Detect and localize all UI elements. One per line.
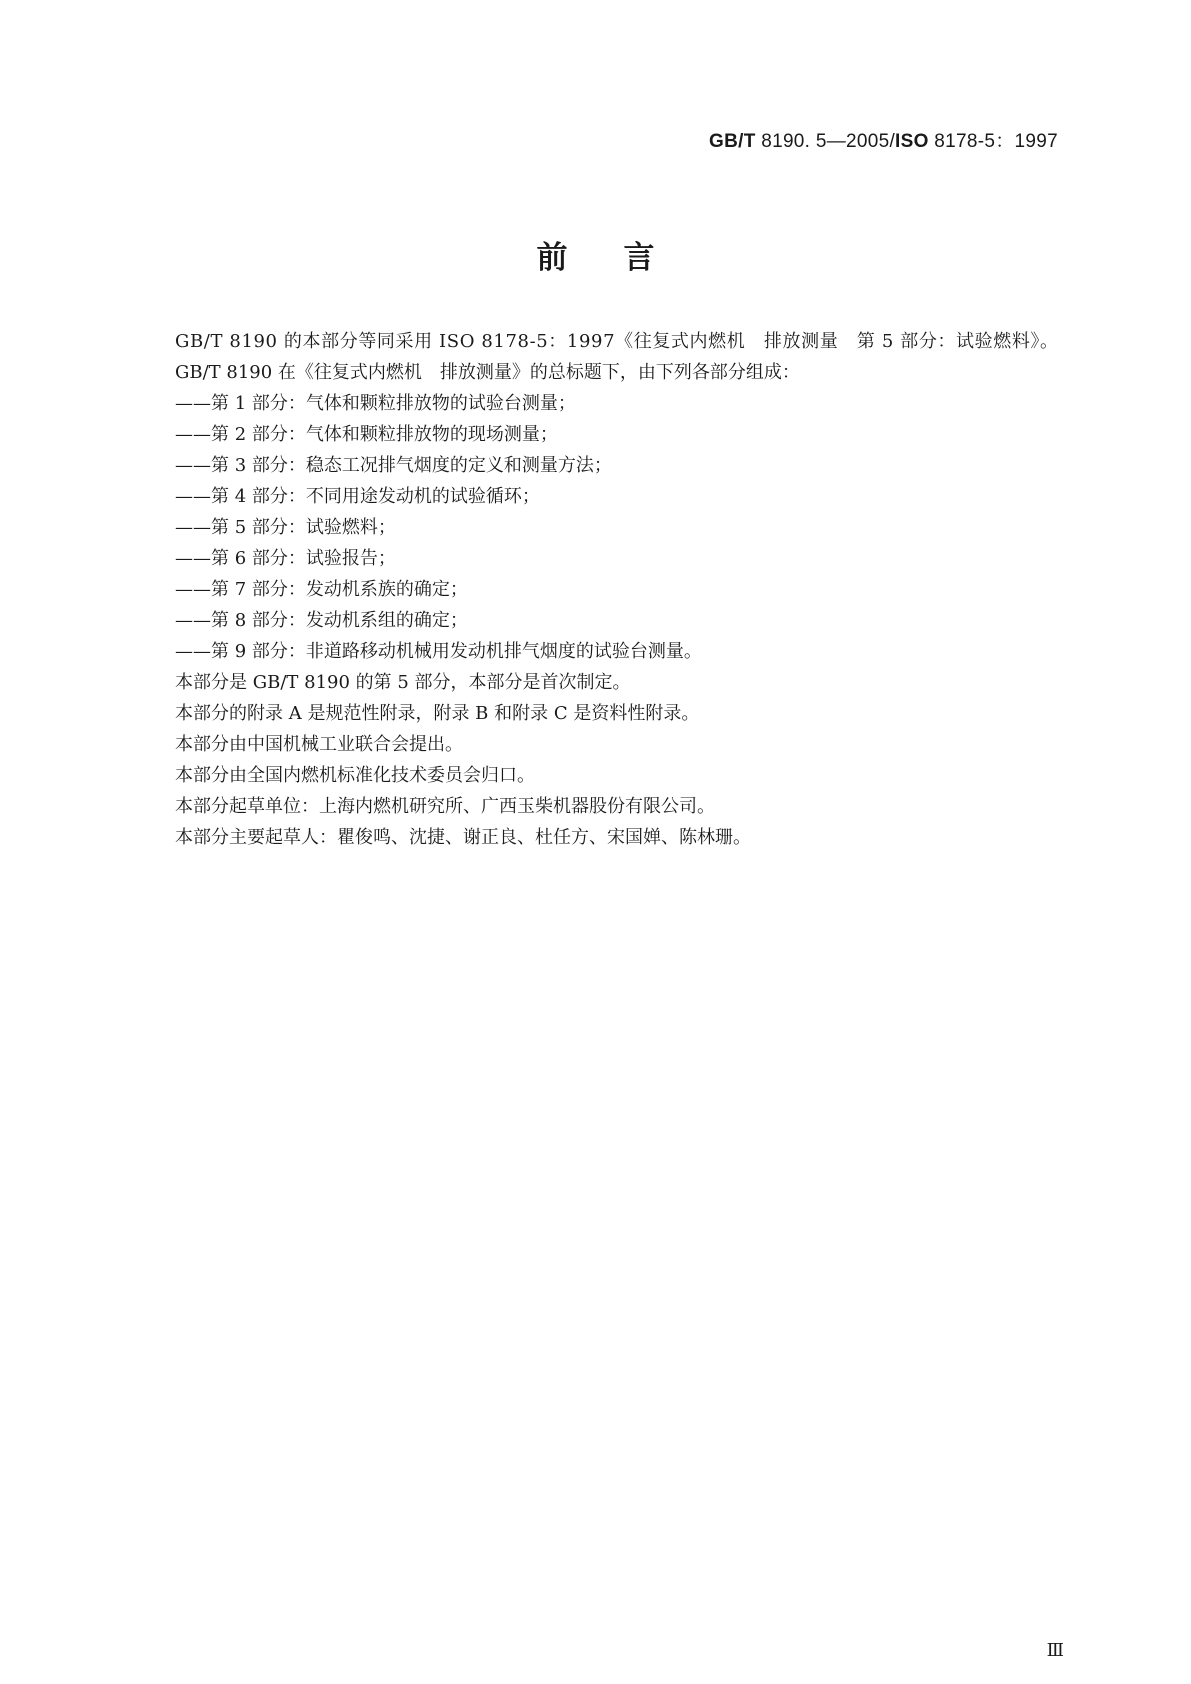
list-item-part-5: ——第 5 部分：试验燃料； xyxy=(175,517,396,538)
list-item-part-6: ——第 6 部分：试验报告； xyxy=(175,548,396,569)
paragraph-series-intro: GB/T 8190 在《往复式内燃机 排放测量》的总标题下，由下列各部分组成： xyxy=(175,362,800,383)
paragraph-part-status: 本部分是 GB/T 8190 的第 5 部分，本部分是首次制定。 xyxy=(175,672,631,693)
gb-prefix: GB/T xyxy=(709,131,756,152)
list-item-part-4: ——第 4 部分：不同用途发动机的试验循环； xyxy=(175,486,540,507)
paragraph-drafting-units: 本部分起草单位：上海内燃机研究所、广西玉柴机器股份有限公司。 xyxy=(175,796,715,817)
list-item-part-9: ——第 9 部分：非道路移动机械用发动机排气烟度的试验台测量。 xyxy=(175,641,702,662)
paragraph-drafters: 本部分主要起草人：瞿俊鸣、沈捷、谢正良、杜任方、宋国婵、陈林珊。 xyxy=(175,827,751,848)
list-item-part-3: ——第 3 部分：稳态工况排气烟度的定义和测量方法； xyxy=(175,455,612,476)
list-item-part-2: ——第 2 部分：气体和颗粒排放物的现场测量； xyxy=(175,424,558,445)
gb-number: 8190. 5—2005/ xyxy=(755,131,896,152)
list-item-part-7: ——第 7 部分：发动机系族的确定； xyxy=(175,579,468,600)
list-item-part-8: ——第 8 部分：发动机系组的确定； xyxy=(175,610,468,631)
list-item-part-1: ——第 1 部分：气体和颗粒排放物的试验台测量； xyxy=(175,393,576,414)
iso-number: 8178-5：1997 xyxy=(928,131,1058,152)
document-code-header xyxy=(709,126,1058,153)
paragraph-committee: 本部分由全国内燃机标准化技术委员会归口。 xyxy=(175,765,535,786)
paragraph-adoption: GB/T 8190 的本部分等同采用 ISO 8178-5：1997《往复式内燃机 排放测量 第 5 部分：试验燃料》。 xyxy=(175,331,1059,352)
paragraph-proposer: 本部分由中国机械工业联合会提出。 xyxy=(175,734,463,755)
paragraph-annexes: 本部分的附录 A 是规范性附录，附录 B 和附录 C 是资料性附录。 xyxy=(175,703,700,724)
page-number: Ⅲ xyxy=(1046,1640,1064,1661)
page-title: 前言 xyxy=(536,240,711,276)
iso-prefix: ISO xyxy=(895,131,929,152)
foreword-body xyxy=(120,326,1060,853)
